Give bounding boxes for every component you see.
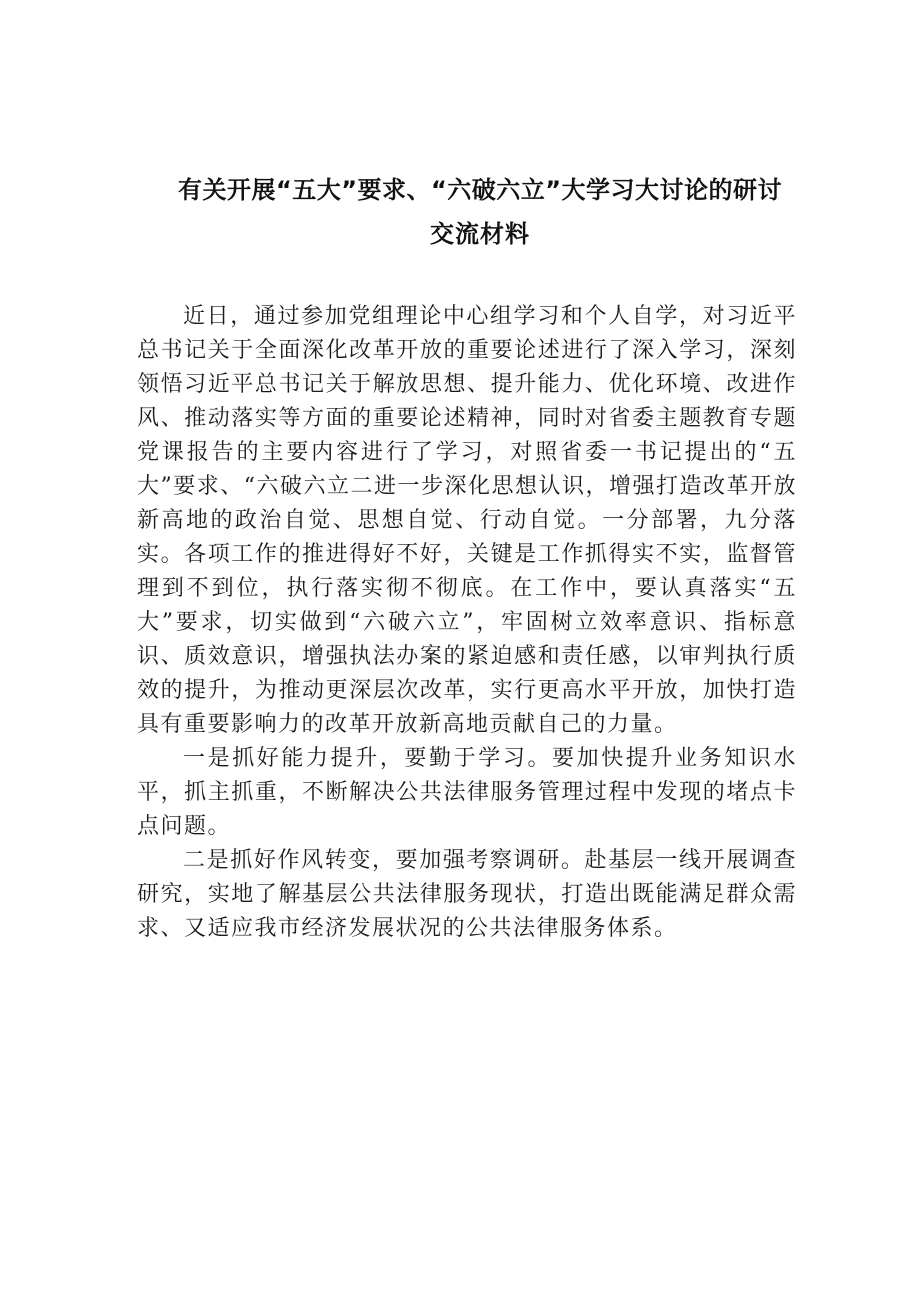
body-paragraph-2: 一是抓好能力提升，要勤于学习。要加快提升业务知识水平，抓主抓重，不断解决公共法律服务管理过程中发现的堵点卡点问题。	[137, 746, 797, 839]
document-body	[137, 300, 797, 946]
document-title-line-2: 交流材料	[430, 220, 530, 248]
body-paragraph-1: 近日，通过参加党组理论中心组学习和个人自学，对习近平总书记关于全面深化改革开放的重要论述进行了深入学习，深刻领悟习近平总书记关于解放思想、提升能力、优化环境、改进作风、推动落实等方面的重要论述精神，同时对省委主题教育专题党课报告的主要内容进行了学习，对照省委一书记提出的“五大”要求、“六破六立二进一步深化思想认识，增强打造改革开放新高地的政治自觉、思想自觉、行动自觉。一分部署，九分落实。各项工作的推进得好不好，关键是工作抓得实不实，监督管理到不到位，执行落实彻不彻底。在工作中，要认真落实“五大”要求，切实做到“六破六立”，牢固树立效率意识、指标意识、质效意识，增强执法办案的紧迫感和责任感，以审判执行质效的提升，为推动更深层次改革，实行更高水平开放，加快打造具有重要影响力的改革开放新高地贡献自己的力量。	[137, 304, 797, 737]
body-paragraph-3: 二是抓好作风转变，要加强考察调研。赴基层一线开展调查研究，实地了解基层公共法律服务现状，打造出既能满足群众需求、又适应我市经济发展状况的公共法律服务体系。	[137, 848, 797, 941]
document-title-line-1: 有关开展“五大”要求、“六破六立”大学习大讨论的研讨	[177, 176, 783, 204]
